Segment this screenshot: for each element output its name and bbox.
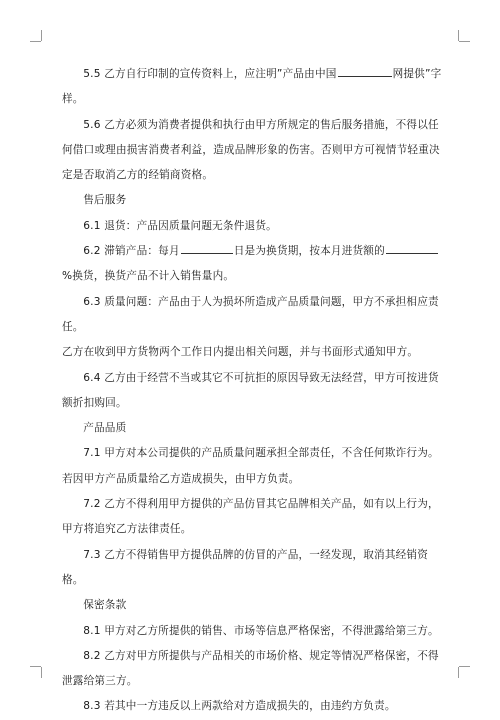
section-heading-confidentiality xyxy=(62,593,442,618)
clause-6-3-continued-text: 乙方在收到甲方货物两个工作日内提出相关问题，并与书面形式通知甲方。 xyxy=(62,346,419,359)
section-heading-after-sales xyxy=(62,188,442,213)
clause-8-3-text: 8.3 若其中一方违反以上两款给对方造成损失的，由违约方负责。 xyxy=(83,700,396,713)
clause-7-1 xyxy=(62,441,442,492)
document-body xyxy=(62,62,442,720)
clause-6-2-text-c: %换货，换货产品不计入销售量内。 xyxy=(62,270,235,283)
blank-field-country-site xyxy=(338,64,392,77)
clause-8-1-text: 8.1 甲方对乙方所提供的销售、市场等信息严格保密，不得泄露给第三方。 xyxy=(83,624,439,637)
clause-7-1-text: 7.1 甲方对本公司提供的产品质量问题承担全部责任，不含任何欺诈行为。若因甲方产品质量给乙方造成损失，由甲方负责。 xyxy=(62,447,439,485)
clause-5-6 xyxy=(62,113,442,189)
blank-field-exchange-day xyxy=(181,241,233,254)
clause-8-2-text: 8.2 乙方对甲方所提供与产品相关的市场价格、规定等情况严格保密，不得泄露给第三方。 xyxy=(62,649,439,688)
clause-5-5-text-b: 网提供”字样。 xyxy=(62,68,442,106)
clause-6-3 xyxy=(62,290,442,341)
clause-6-1-text: 6.1 退货：产品因质量问题无条件退货。 xyxy=(83,219,277,232)
crop-mark-top-left-h xyxy=(30,41,41,42)
crop-mark-top-left-v xyxy=(41,30,42,41)
clause-6-4-text: 6.4 乙方由于经营不当或其它不可抗拒的原因导致无法经营，甲方可按进货额折扣购回。 xyxy=(62,371,439,409)
clause-6-3-text: 6.3 质量问题：产品由于人为损坏所造成产品质量问题，甲方不承担相应责任。 xyxy=(62,295,439,333)
clause-5-6-text: 5.6 乙方必须为消费者提供和执行由甲方所规定的售后服务措施，不得以任何借口或理由损害消费者利益，造成品牌形象的伤害。否则甲方可视情节轻重决定是否取消乙方的经销商资格。 xyxy=(62,118,440,182)
clause-8-3 xyxy=(62,694,442,719)
crop-mark-bottom-left-h xyxy=(30,666,41,667)
blank-field-exchange-percent xyxy=(386,241,438,254)
clause-6-3-continued xyxy=(62,340,442,365)
clause-6-2-text-b: 日是为换货期，按本月进货额的 xyxy=(233,245,385,258)
crop-mark-top-right-h xyxy=(459,41,470,42)
clause-6-2 xyxy=(62,239,442,290)
clause-8-2 xyxy=(62,644,442,695)
crop-mark-top-right-v xyxy=(458,30,459,41)
clause-5-5-text-a: 5.5 乙方自行印制的宣传资料上，应注明”产品由中国 xyxy=(83,68,337,80)
clause-5-5 xyxy=(62,62,442,113)
section-heading-confidentiality-text: 保密条款 xyxy=(83,599,127,612)
crop-mark-bottom-left-v xyxy=(41,667,42,678)
clause-8-1 xyxy=(62,619,442,644)
section-heading-after-sales-text: 售后服务 xyxy=(83,194,127,207)
crop-mark-bottom-right-h xyxy=(459,666,470,667)
section-heading-product-quality-text: 产品品质 xyxy=(83,422,127,435)
clause-7-2-text: 7.2 乙方不得利用甲方提供的产品仿冒其它品牌相关产品，如有以上行为，甲方将追究乙方法律责任。 xyxy=(62,498,439,536)
crop-mark-bottom-right-v xyxy=(458,667,459,678)
clause-7-3-text: 7.3 乙方不得销售甲方提供品牌的仿冒的产品，一经发现，取消其经销资格。 xyxy=(62,548,429,586)
clause-6-1 xyxy=(62,214,442,239)
clause-6-4 xyxy=(62,366,442,417)
clause-7-3 xyxy=(62,543,442,594)
section-heading-product-quality xyxy=(62,416,442,441)
clause-7-2 xyxy=(62,492,442,543)
clause-6-2-text-a: 6.2 滞销产品：每月 xyxy=(83,245,180,258)
